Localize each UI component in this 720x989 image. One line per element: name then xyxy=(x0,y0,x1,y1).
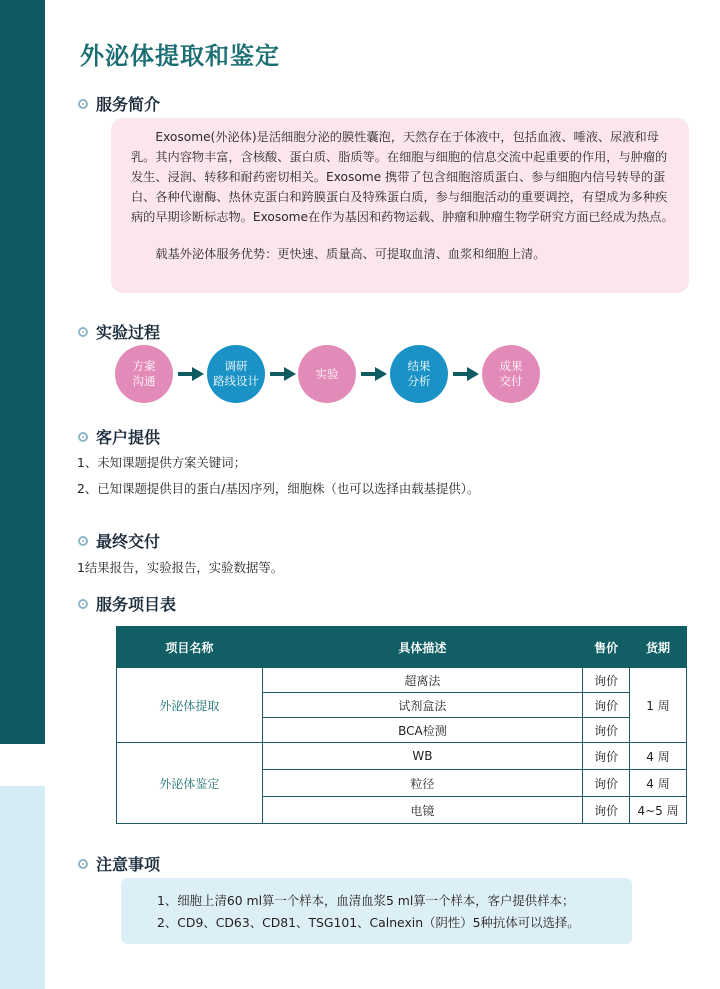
table-cell-desc: 超离法 xyxy=(262,668,582,693)
table-header: 货期 xyxy=(630,627,687,668)
process-flow xyxy=(115,345,535,405)
table-cell-desc: 试剂盒法 xyxy=(262,693,582,718)
arrow-right-icon xyxy=(361,367,387,381)
table-cell-desc: 粒径 xyxy=(262,770,582,797)
left-accent-bar xyxy=(0,0,45,744)
arrow-right-icon xyxy=(453,367,479,381)
note-item: 1、细胞上清60 ml算一个样本，血清血浆5 ml算一个样本，客户提供样本； xyxy=(157,893,575,908)
bullet-icon xyxy=(78,327,88,337)
bullet-icon xyxy=(78,859,88,869)
table-row xyxy=(117,668,687,693)
intro-box xyxy=(111,118,689,293)
table-cell-name: 外泌体鉴定 xyxy=(117,743,263,824)
section-title: 最终交付 xyxy=(96,532,161,551)
section-heading-delivery xyxy=(78,529,160,552)
arrow-right-icon xyxy=(178,367,204,381)
table-cell-desc: WB xyxy=(262,743,582,770)
section-title: 注意事项 xyxy=(96,855,161,874)
section-heading-table xyxy=(78,592,176,615)
flow-step-research: 调研 路线设计 xyxy=(207,345,265,403)
table-cell-price: 询价 xyxy=(583,668,630,693)
intro-paragraph: Exosome(外泌体)是活细胞分泌的膜性囊泡，天然存在于体液中，包括血液、唾液、尿液和母乳。其内容物丰富，含核酸、蛋白质、脂质等。在细胞与细胞的信息交流中起重要的作用，与肿瘤的发生、浸润、转移和耐药密切相关。Exosome 携带了包含细胞溶质蛋白、参与细胞内信号转导的蛋白、各种代谢酶、热休克蛋白和跨膜蛋白及特殊蛋白质，参与细胞活动的重要调控，有望成为多种疾病的早期诊断标志物。Exosome在作为基因和药物运载、肿瘤和肿瘤生物学研究方面已经成为热点。 xyxy=(131,130,674,224)
page-title: 外泌体提取和鉴定 xyxy=(80,42,280,70)
section-heading-customer xyxy=(78,425,160,448)
section-heading-notes xyxy=(78,852,160,875)
table-cell-period: 4 周 xyxy=(630,770,687,797)
left-accent-bar-light xyxy=(0,786,45,989)
section-title: 服务简介 xyxy=(96,95,161,114)
note-item: 2、CD9、CD63、CD81、TSG101、Calnexin（阴性）5种抗体可以选择。 xyxy=(157,915,580,930)
bullet-icon xyxy=(78,599,88,609)
intro-advantage: 载基外泌体服务优势：更快速、质量高、可提取血清、血浆和细胞上清。 xyxy=(155,247,546,261)
table-cell-desc: 电镜 xyxy=(262,797,582,824)
bullet-icon xyxy=(78,99,88,109)
service-table xyxy=(116,626,687,824)
table-cell-period: 4 周 xyxy=(630,743,687,770)
flow-step-delivery: 成果 交付 xyxy=(482,345,540,403)
section-title: 客户提供 xyxy=(96,428,161,447)
table-cell-price: 询价 xyxy=(583,797,630,824)
bullet-icon xyxy=(78,432,88,442)
customer-item-1: 1、未知课题提供方案关键词； xyxy=(77,455,246,470)
table-cell-period: 1 周 xyxy=(630,668,687,743)
table-cell-desc: BCA检测 xyxy=(262,718,582,743)
table-cell-price: 询价 xyxy=(583,693,630,718)
arrow-right-icon xyxy=(270,367,296,381)
flow-step-plan: 方案 沟通 xyxy=(115,345,173,403)
section-heading-intro xyxy=(78,92,160,115)
customer-item-2: 2、已知课题提供目的蛋白/基因序列，细胞株（也可以选择由载基提供）。 xyxy=(77,481,480,496)
section-title: 服务项目表 xyxy=(96,595,177,614)
table-cell-period: 4~5 周 xyxy=(630,797,687,824)
table-row xyxy=(117,743,687,770)
section-heading-process xyxy=(78,320,160,343)
notes-box xyxy=(121,878,632,944)
table-cell-price: 询价 xyxy=(583,743,630,770)
delivery-text: 1结果报告，实验报告，实验数据等。 xyxy=(77,560,284,575)
table-header: 具体描述 xyxy=(262,627,582,668)
flow-step-analysis: 结果 分析 xyxy=(390,345,448,403)
table-cell-price: 询价 xyxy=(583,718,630,743)
bullet-icon xyxy=(78,536,88,546)
table-header: 售价 xyxy=(583,627,630,668)
flow-step-experiment: 实验 xyxy=(298,345,356,403)
section-title: 实验过程 xyxy=(96,323,161,342)
table-header-row xyxy=(117,627,687,668)
table-cell-name: 外泌体提取 xyxy=(117,668,263,743)
table-cell-price: 询价 xyxy=(583,770,630,797)
table-header: 项目名称 xyxy=(117,627,263,668)
